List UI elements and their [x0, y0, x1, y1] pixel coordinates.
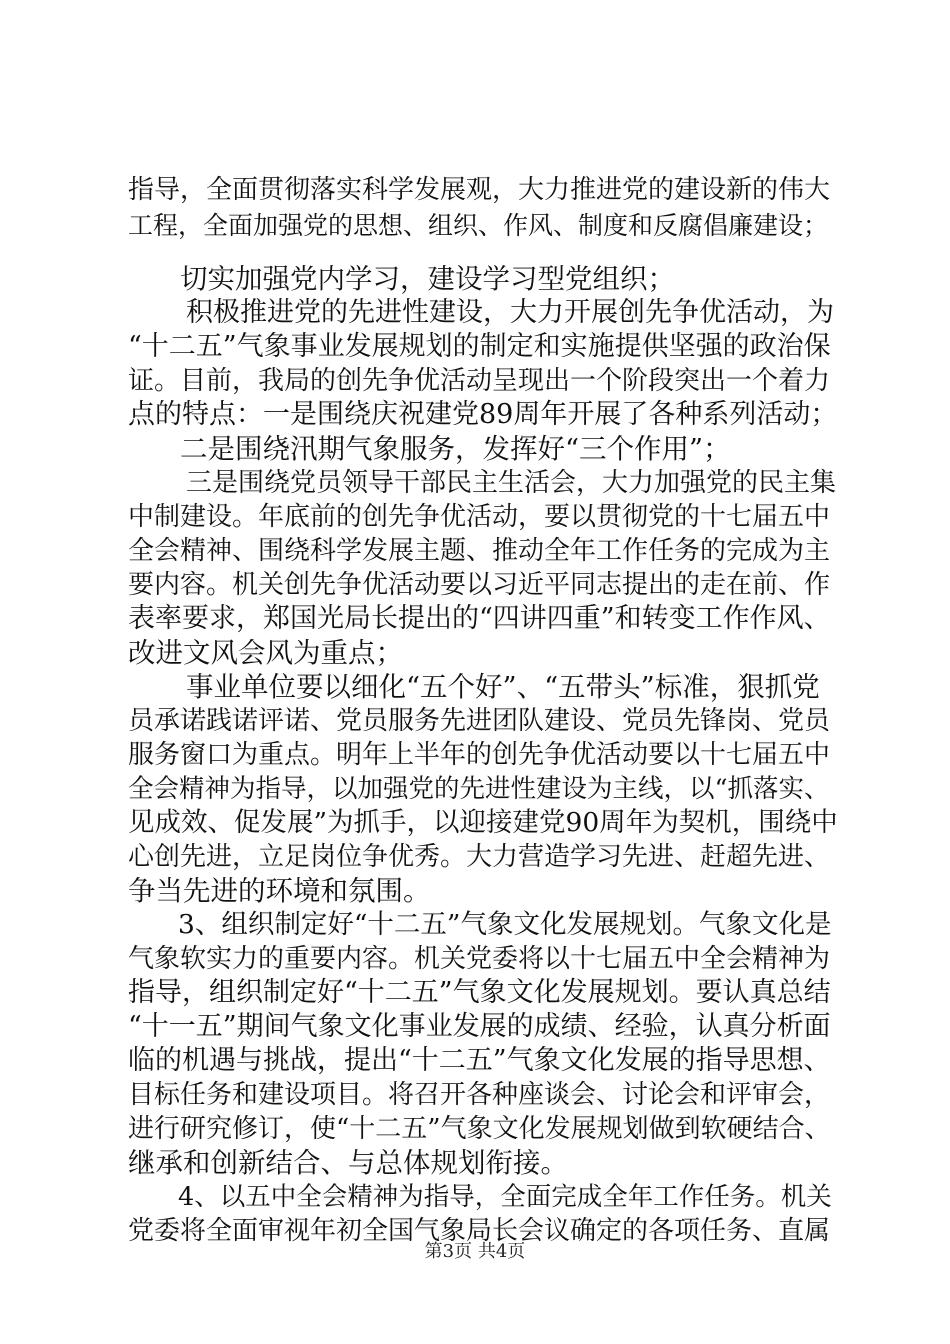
text-line: 服务窗口为重点。明年上半年的创先争优活动要以十七届五中 [128, 740, 831, 770]
text-line: 改进文风会风为重点； [128, 637, 403, 669]
text-line: 3、组织制定好“十二五”气象文化发展规划。气象文化是 [178, 909, 832, 940]
text-line: “十二五”气象事业发展规划的制定和实施提供坚强的政治保 [128, 331, 831, 362]
text-line: 见成效、促发展”为抓手，以迎接建党90周年为契机，围绕中 [128, 807, 838, 838]
text-line: 目标任务和建设项目。将召开各种座谈会、讨论会和评审会， [128, 1080, 831, 1110]
text-line: 争当先进的环境和氛围。 [128, 875, 431, 907]
text-line: 进行研究修订，使“十二五”气象文化发展规划做到软硬结合、 [128, 1114, 831, 1144]
text-line: 事业单位要以细化“五个好”、“五带头”标准，狠抓党 [186, 671, 820, 703]
text-line: 全会精神、围绕科学发展主题、推动全年工作任务的完成为主 [128, 536, 831, 566]
text-line: 气象软实力的重要内容。机关党委将以十七届五中全会精神为 [128, 944, 831, 974]
text-line: 点的特点：一是围绕庆祝建党89周年开展了各种系列活动； [128, 399, 838, 430]
text-line: 三是围绕党员领导干部民主生活会，大力加强党的民主集 [186, 468, 837, 498]
text-line: 指导，组织制定好“十二五”气象文化发展规划。要认真总结 [128, 977, 831, 1008]
text-line: 积极推进党的先进性建设，大力开展创先争优活动，为 [186, 297, 834, 328]
text-line: 中制建设。年底前的创先争优活动，要以贯彻党的十七届五中 [128, 502, 831, 532]
text-line: 表率要求，郑国光局长提出的“四讲四重”和转变工作作风、 [128, 603, 831, 634]
text-line: 全会精神为指导，以加强党的先进性建设为主线，以“抓落实、 [128, 774, 830, 804]
text-line: 党委将全面审视年初全国气象局长会议确定的各项任务、直属 [128, 1216, 831, 1246]
text-line: 工程，全面加强党的思想、组织、作风、制度和反腐倡廉建设； [128, 211, 829, 240]
text-line: 证。目前，我局的创先争优活动呈现出一个阶段突出一个着力 [128, 366, 831, 396]
page-number-footer: 第3页 共4页 [424, 1241, 526, 1262]
text-line: 心创先进，立足岗位争优秀。大力营造学习先进、赶超先进、 [128, 842, 831, 872]
text-line: 二是围绕汛期气象服务，发挥好“三个作用”； [180, 433, 731, 465]
text-line: 员承诺践诺评诺、党员服务先进团队建设、党员先锋岗、党员 [128, 706, 831, 736]
text-line: 指导，全面贯彻落实科学发展观，大力推进党的建设新的伟大 [128, 175, 831, 205]
text-line: “十一五”期间气象文化事业发展的成绩、经验，认真分析面 [128, 1011, 831, 1042]
text-line: 要内容。机关创先争优活动要以习近平同志提出的走在前、作 [128, 570, 831, 600]
text-line: 继承和创新结合、与总体规划衔接。 [128, 1147, 568, 1179]
text-line: 切实加强党内学习，建设学习型党组织； [180, 263, 675, 295]
text-line: 4、以五中全会精神为指导，全面完成全年工作任务。机关 [178, 1182, 832, 1212]
text-line: 临的机遇与挑战，提出“十二五”气象文化发展的指导思想、 [128, 1045, 831, 1076]
